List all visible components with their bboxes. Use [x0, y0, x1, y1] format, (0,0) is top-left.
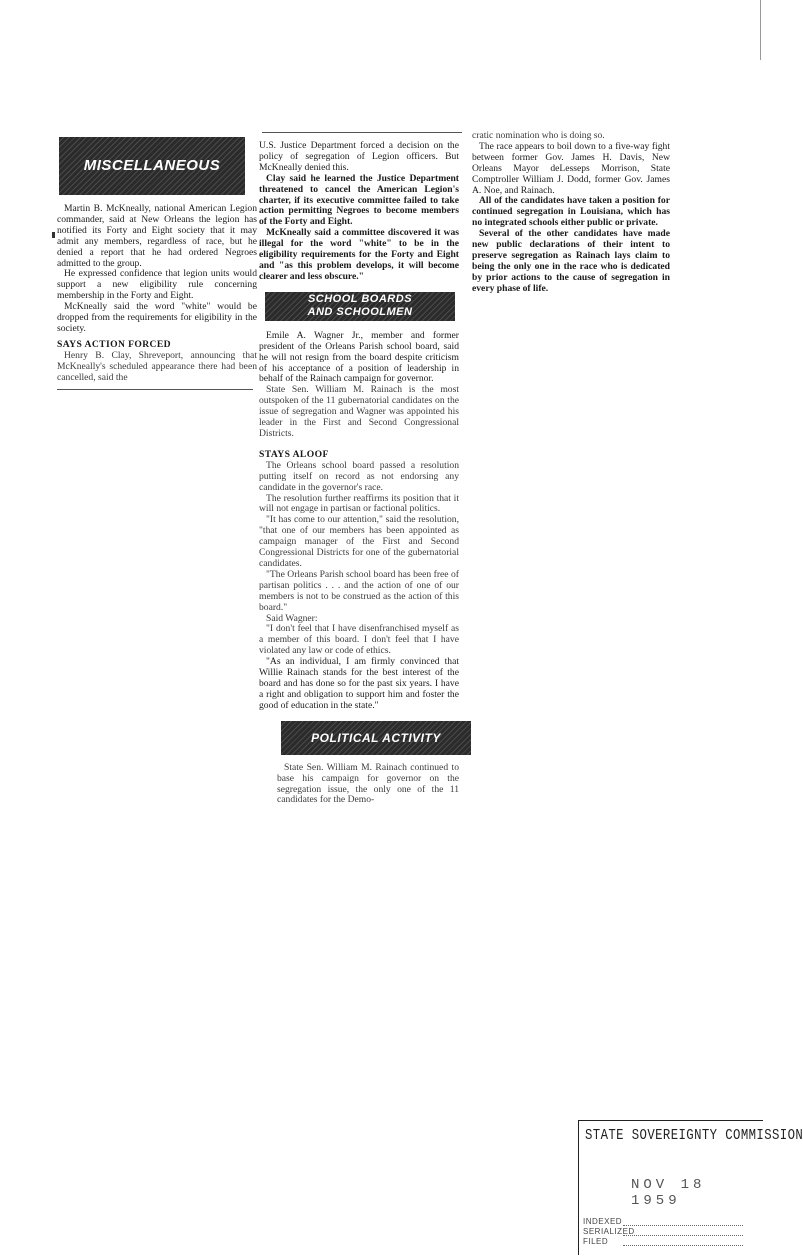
col2-paragraph: State Sen. William M. Rainach continued to base his campaign for governor on the segregation issue, the only one of the 11 candidates for the Demo- [277, 761, 459, 806]
col2-paragraph: McKneally said a committee discovered it was illegal for the word "white" to be in the eligibility requirements for the Forty and Eight and "as this problem develops, it will become clearer and less obscure." [259, 227, 459, 282]
school-boards-banner-line2: AND SCHOOLMEN [307, 305, 413, 318]
col2-paragraph: Clay said he learned the Justice Department threatened to cancel the American Legion's charter, if its executive committee failed to take action permitting Negroes to become members of the Forty and Eight. [259, 172, 459, 228]
clipping-column-2 [259, 141, 459, 806]
col3-paragraph: The race appears to boil down to a five-way fight between former Gov. James H. Davis, New Orleans Mayor deLesseps Morrison, State Comptroller William J. Dodd, former Gov. James A. Noe, and Rainach. [472, 140, 670, 196]
col2-paragraph: The Orleans school board passed a resolution putting itself on record as not endorsing any candidate in the governor's race. [259, 459, 459, 493]
clipping-column-1 [57, 137, 257, 384]
stamp-row-filed: FILED [583, 1237, 609, 1246]
stamp-row-indexed: INDEXED [583, 1217, 623, 1226]
col3-paragraph: Several of the other candidates have made new public declarations of their intent to preserve segregation as Rainach lays claim to being the only one in the race who is dedicated by prior actions to the cause of segregation in every phase of life. [472, 228, 670, 294]
stamp-title: STATE SOVEREIGNTY COMMISSION [585, 1127, 803, 1144]
col2-subhead: STAYS ALOOF [259, 448, 329, 460]
school-boards-banner-line1: SCHOOL BOARDS [307, 292, 413, 305]
col2-paragraph: Said Wagner: [266, 612, 318, 624]
clipping-column-3 [472, 131, 670, 295]
political-activity-banner-text: POLITICAL ACTIVITY [311, 730, 441, 745]
col2-paragraph: Emile A. Wagner Jr., member and former president of the Orleans Parish school board, said he will not resign from the board despite criticism of his acceptance of a position of leadership in behalf of the Rainach campaign for governor. [259, 329, 459, 385]
col2-paragraph: "As an individual, I am firmly convinced that Willie Rainach stands for the best interest of the board and has done so for the past six years. I have a right and obligation to support him and foster the good of education in the state." [259, 656, 459, 711]
miscellaneous-banner-text: MISCELLANEOUS [83, 157, 221, 174]
col1-paragraph: Martin B. McKneally, national American Legion commander, said at New Orleans the legion has notified its Forty and Eight society that it may admit any members, regardless of race, but he denied a report that he had ordered Negroes admitted to the group. [57, 203, 257, 269]
col1-paragraph: McKneally said the word "white" would be dropped from the requirements for eligibility in the society. [57, 301, 257, 334]
col3-paragraph: cratic nomination who is doing so. [472, 130, 605, 141]
scan-edge-mark [52, 232, 55, 238]
school-boards-banner [265, 292, 455, 321]
sovereignty-commission-stamp [578, 1120, 803, 1255]
col1-paragraph: He expressed confidence that legion units would support a new eligibility rule concerning membership in the Forty and Eight. [57, 268, 257, 302]
col2-paragraph: State Sen. William M. Rainach is the most outspoken of the 11 gubernatorial candidates on the issue of segregation and Wagner was appointed his leader in the First and Second Congressional Districts. [259, 384, 459, 439]
stamp-date: NOV 18 1959 [631, 1177, 706, 1209]
stamp-row-serialized: SERIALIZED [583, 1227, 635, 1236]
political-activity-banner [281, 721, 471, 755]
col2-paragraph: The resolution further reaffirms its position that it will not engage in partisan or factional politics. [259, 492, 459, 515]
col1-subhead: SAYS ACTION FORCED [57, 338, 171, 350]
col3-paragraph: All of the candidates have taken a position for continued segregation in Louisiana, which has no integrated schools either public or private. [472, 195, 670, 229]
stamp-line [623, 1225, 743, 1226]
miscellaneous-banner [59, 137, 245, 195]
col2-paragraph: "It has come to our attention," said the resolution, "that one of our members has been appointed as campaign manager of the First and Second Congressional Districts for one of the gubernatorial candidates. [259, 514, 459, 569]
stamp-line [623, 1235, 743, 1236]
col2-paragraph: "The Orleans Parish school board has been free of partisan politics . . . and the action of one of our members is not to be construed as the action of this board." [259, 568, 459, 613]
col1-bottom-rule [57, 389, 253, 390]
col1-paragraph: Henry B. Clay, Shreveport, announcing that McKneally's scheduled appearance there had been cancelled, said the [57, 349, 257, 383]
col2-top-rule [262, 132, 462, 133]
stamp-line [623, 1245, 743, 1246]
col2-paragraph: "I don't feel that I have disenfranchised myself as a member of this board. I don't feel that I have violated any law or code of ethics. [259, 623, 459, 657]
col2-paragraph: U.S. Justice Department forced a decision on the policy of segregation of Legion officers. But McKneally denied this. [259, 140, 459, 173]
scan-edge-mark [760, 0, 761, 60]
